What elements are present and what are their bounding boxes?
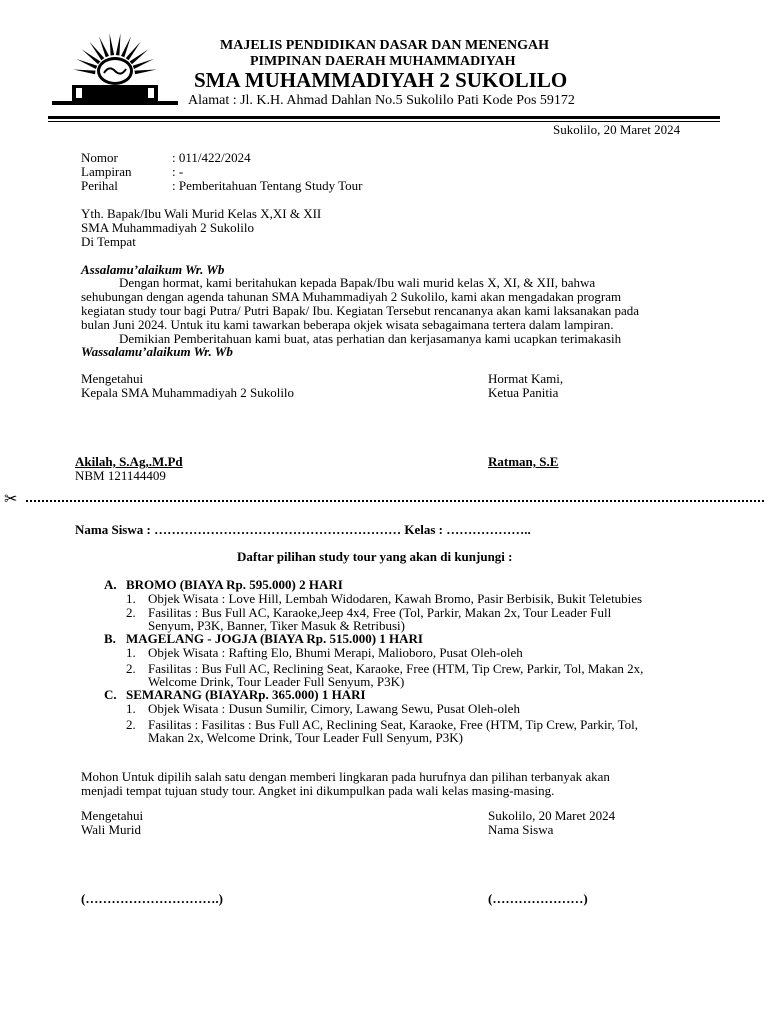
item-line: Fasilitas : Fasilitas : Bus Full AC, Reclining Seat, Karaoke, Free (HTM, Tip Crew, Parkir, Tol, <box>148 717 639 732</box>
cut-line <box>26 500 764 502</box>
recipient-line: Yth. Bapak/Ibu Wali Murid Kelas X,XI & XII <box>81 206 322 221</box>
note-line: menjadi tempat tujuan study tour. Angket ini dikumpulkan pada wali kelas masing-masing. <box>81 783 555 798</box>
body-line: Demikian Pemberitahuan kami buat, atas perhatian dan kerjasamanya kami ucapkan terimakasih <box>119 331 622 346</box>
school-address: Alamat : Jl. K.H. Ahmad Dahlan No.5 Sukolilo Pati Kode Pos 59172 <box>188 93 575 108</box>
item-line: Objek Wisata : Rafting Elo, Bhumi Merapi, Malioboro, Pusat Oleh-oleh <box>148 645 523 660</box>
muhammadiyah-logo-icon <box>52 33 178 113</box>
logo-ray <box>135 70 157 75</box>
closing: Wassalamu’alaikum Wr. Wb <box>81 344 233 359</box>
item-num: 1. <box>126 591 136 606</box>
left-sign-name: Akilah, S.Ag,.M.Pd <box>75 454 183 469</box>
recipient-line: SMA Muhammadiyah 2 Sukolilo <box>81 220 254 235</box>
item-line: Fasilitas : Bus Full AC, Reclining Seat, Karaoke, Free (HTM, Tip Crew, Parkir, Tol, Makan 2x, <box>148 661 644 676</box>
form-left-sign-blank: (………………………….) <box>81 891 223 906</box>
right-sign-line1: Hormat Kami, <box>488 371 564 386</box>
item-num: 1. <box>126 645 136 660</box>
form-left-sign-line1: Mengetahui <box>81 808 144 823</box>
body-line: sehubungan dengan agenda tahunan SMA Muhammadiyah 2 Sukolilo, kami akan mengadakan program <box>81 289 622 304</box>
meta-value: : Pemberitahuan Tentang Study Tour <box>172 178 363 193</box>
left-sign-line2: Kepala SMA Muhammadiyah 2 Sukolilo <box>81 385 295 400</box>
form-right-sign-line1: Sukolilo, 20 Maret 2024 <box>488 808 616 823</box>
option-letter: A. <box>104 577 117 592</box>
right-sign-line2: Ketua Panitia <box>488 385 559 400</box>
form-right-sign-line2: Nama Siswa <box>488 822 554 837</box>
meta-label: Lampiran <box>81 164 132 179</box>
left-sign-id: NBM 121144409 <box>75 468 166 483</box>
item-line: Senyum, P3K, Banner, Tiker Masuk & Retribusi) <box>148 618 405 633</box>
left-sign-line1: Mengetahui <box>81 371 144 386</box>
scissors-icon: ✂ <box>4 491 18 508</box>
option-letter: C. <box>104 687 117 702</box>
list-title: Daftar pilihan study tour yang akan di kunjungi : <box>237 549 513 564</box>
meta-label: Nomor <box>81 150 118 165</box>
greeting: Assalamu’alaikum Wr. Wb <box>81 262 225 277</box>
item-line: Welcome Drink, Tour Leader Full Senyum, P3K) <box>148 674 405 689</box>
body-line: Dengan hormat, kami beritahukan kepada Bapak/Ibu wali murid kelas X, XI, & XII, bahwa <box>119 275 596 290</box>
body-line: bulan Juni 2024. Untuk itu kami tawarkan beberapa okjek wisata sebagaimana tertera dalam lampiran. <box>81 317 614 332</box>
item-line: Fasilitas : Bus Full AC, Karaoke,Jeep 4x4, Free (Tol, Parkir, Makan 2x, Tour Leader Full <box>148 605 612 620</box>
right-sign-name: Ratman, S.E <box>488 454 559 469</box>
item-num: 2. <box>126 661 136 676</box>
item-line: Objek Wisata : Love Hill, Lembah Widodaren, Kawah Bromo, Pasir Berbisik, Bukit Teletubies <box>148 591 643 606</box>
item-num: 1. <box>126 701 136 716</box>
form-right-sign-blank: (…………………) <box>488 891 588 906</box>
student-name-line: Nama Siswa : ………………………………………………… Kelas : ……………….. <box>75 522 531 537</box>
item-line: Objek Wisata : Dusun Sumilir, Cimory, Lawang Sewu, Pusat Oleh-oleh <box>148 701 520 716</box>
item-num: 2. <box>126 717 136 732</box>
form-left-sign-line2: Wali Murid <box>81 822 141 837</box>
header-rule-thick <box>48 116 720 119</box>
body-line: kegiatan study tour bagi Putra/ Putri Bapak/ Ibu. Kegiatan Tersebut rencananya akan kami laksanakan pada <box>81 303 640 318</box>
option-title: BROMO (BIAYA Rp. 595.000) 2 HARI <box>126 577 343 592</box>
item-line: Makan 2x, Welcome Drink, Tour Leader Full Senyum, P3K) <box>148 730 463 745</box>
letterhead-line1: MAJELIS PENDIDIKAN DASAR DAN MENENGAH <box>220 38 550 53</box>
meta-label: Perihal <box>81 178 118 193</box>
logo-ray <box>110 33 115 55</box>
option-letter: B. <box>104 631 116 646</box>
logo-ray <box>116 33 121 55</box>
meta-value: : 011/422/2024 <box>172 150 251 165</box>
option-title: SEMARANG (BIAYARp. 365.000) 1 HARI <box>126 687 366 702</box>
recipient-line: Di Tempat <box>81 234 136 249</box>
logo-ray <box>73 70 95 75</box>
option-title: MAGELANG - JOGJA (BIAYA Rp. 515.000) 1 HARI <box>126 631 423 646</box>
note-line: Mohon Untuk dipilih salah satu dengan memberi lingkaran pada hurufnya dan pilihan terbanyak akan <box>81 769 610 784</box>
letter-date: Sukolilo, 20 Maret 2024 <box>553 122 681 137</box>
letterhead-line2: PIMPINAN DAERAH MUHAMMADIYAH <box>250 54 516 69</box>
school-name: SMA MUHAMMADIYAH 2 SUKOLILO <box>194 68 568 92</box>
meta-value: : - <box>172 164 184 179</box>
item-num: 2. <box>126 605 136 620</box>
